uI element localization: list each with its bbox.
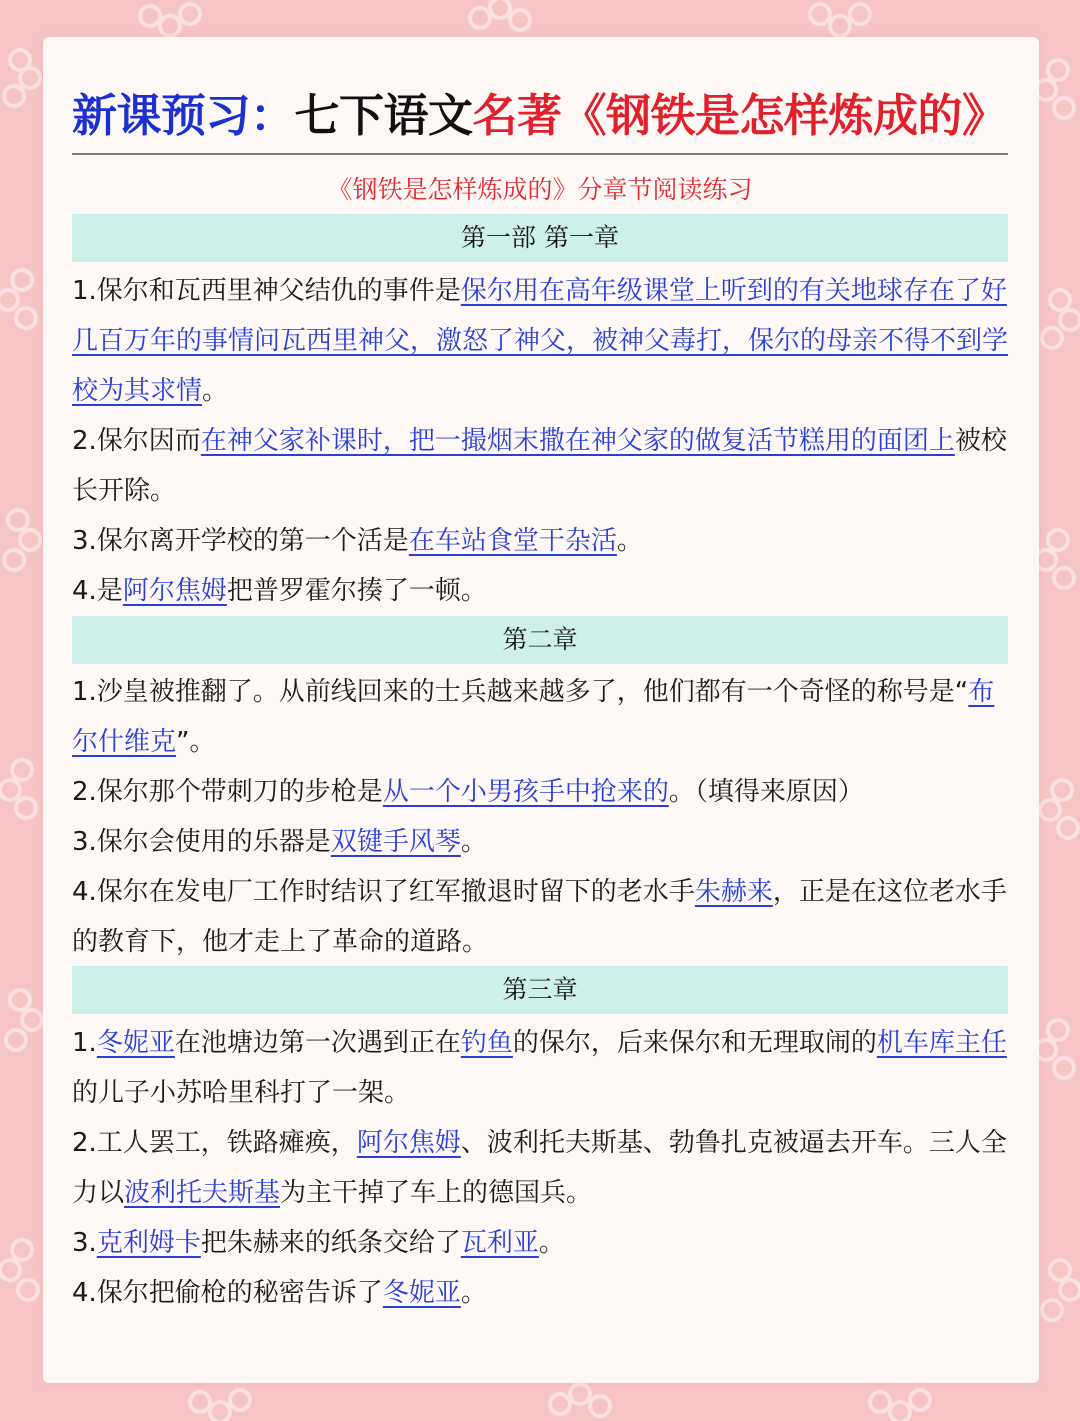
- question-text: 。（填得来原因）: [668, 777, 864, 807]
- section-heading: 第三章: [72, 966, 1008, 1014]
- question-item: [72, 516, 1012, 566]
- question-text: 1.沙皇被推翻了。从前线回来的士兵越来越多了，他们都有一个奇怪的称号是“: [72, 677, 969, 707]
- answer-text: 在车站食堂干杂活: [408, 526, 617, 556]
- title-divider: [72, 153, 1008, 155]
- question-item: [72, 1268, 1012, 1318]
- answer-text: 保尔用在高年级课堂上听到的有关地球存在了好几百万年的事情问瓦西里神父，激怒了神父，被神父毒打，保尔的母亲不得不到学校为其求情: [72, 276, 1009, 406]
- question-text: 。: [538, 1228, 565, 1258]
- question-item: [72, 566, 1012, 616]
- question-text: 4.是: [72, 576, 123, 606]
- question-text: 3.保尔离开学校的第一个活是: [72, 526, 409, 556]
- question-item: [72, 667, 1012, 767]
- question-text: 的儿子小苏哈里科打了一架。: [72, 1078, 411, 1108]
- question-text: 。: [202, 376, 229, 406]
- question-text: 4.保尔在发电厂工作时结识了红军撤退时留下的老水手: [72, 877, 695, 907]
- question-text: 在池塘边第一次遇到正在: [174, 1028, 461, 1058]
- question-text: 2.保尔那个带刺刀的步枪是: [72, 777, 383, 807]
- question-text: 1.: [72, 1028, 97, 1058]
- question-text: ”。: [176, 727, 216, 757]
- question-text: 把普罗霍尔揍了一顿。: [226, 576, 487, 606]
- question-text: 。: [616, 526, 643, 556]
- answer-text: 阿尔焦姆: [356, 1128, 461, 1158]
- question-text: 。: [460, 1278, 487, 1308]
- question-item: [72, 416, 1012, 516]
- section-heading: 第二章: [72, 616, 1008, 664]
- answer-text: 双键手风琴: [330, 827, 461, 857]
- subtitle: 《钢铁是怎样炼成的》分章节阅读练习: [327, 175, 753, 204]
- answer-text: 波利托夫斯基: [124, 1178, 281, 1208]
- answer-text: 克利姆卡: [96, 1228, 201, 1258]
- question-text: ，正是在这位老水手的教育下，他才走上了革命的道路。: [72, 877, 1007, 957]
- answer-text: 布尔什维克: [72, 677, 995, 757]
- answer-text: 在神父家补课时，把一撮烟末撒在神父家的做复活节糕用的面团上: [200, 426, 955, 456]
- question-item: [72, 867, 1012, 967]
- question-item: [72, 817, 1012, 867]
- answer-text: 阿尔焦姆: [122, 576, 227, 606]
- question-item: [72, 1018, 1012, 1118]
- answer-text: 冬妮亚: [382, 1278, 461, 1308]
- question-text: 2.保尔因而: [72, 426, 201, 456]
- question-text: 3.: [72, 1228, 97, 1258]
- section-heading: 第一部 第一章: [72, 214, 1008, 262]
- question-text: 3.保尔会使用的乐器是: [72, 827, 331, 857]
- question-text: 被校长开除。: [72, 426, 1007, 506]
- answer-text: 从一个小男孩手中抢来的: [382, 777, 669, 807]
- question-text: 为主干掉了车上的德国兵。: [280, 1178, 593, 1208]
- answer-text: 钓鱼: [460, 1028, 513, 1058]
- question-text: 。: [460, 827, 487, 857]
- title-part-2: 七下语文: [294, 89, 473, 142]
- question-text: 4.保尔把偷枪的秘密告诉了: [72, 1278, 383, 1308]
- question-item: [72, 1218, 1012, 1268]
- question-item: [72, 1118, 1012, 1218]
- question-text: 1.保尔和瓦西里神父结仇的事件是: [72, 276, 461, 306]
- question-item: [72, 266, 1012, 416]
- question-text: 的保尔，后来保尔和无理取闹的: [512, 1028, 877, 1058]
- question-text: 、波利托夫斯基、勃鲁扎克被逼去开车。三人全力以: [72, 1128, 1007, 1208]
- title-part-1: 新课预习：: [72, 89, 295, 142]
- answer-text: 朱赫来: [694, 877, 773, 907]
- answer-text: 机车库主任: [876, 1028, 1007, 1058]
- answer-text: 冬妮亚: [96, 1028, 175, 1058]
- page-title: [72, 82, 1012, 150]
- answer-text: 瓦利亚: [460, 1228, 539, 1258]
- title-part-3: 名著《钢铁是怎样炼成的》: [472, 89, 1007, 142]
- question-text: 2.工人罢工，铁路瘫痪，: [72, 1128, 357, 1158]
- question-text: 把朱赫来的纸条交给了: [200, 1228, 461, 1258]
- question-item: [72, 767, 1012, 817]
